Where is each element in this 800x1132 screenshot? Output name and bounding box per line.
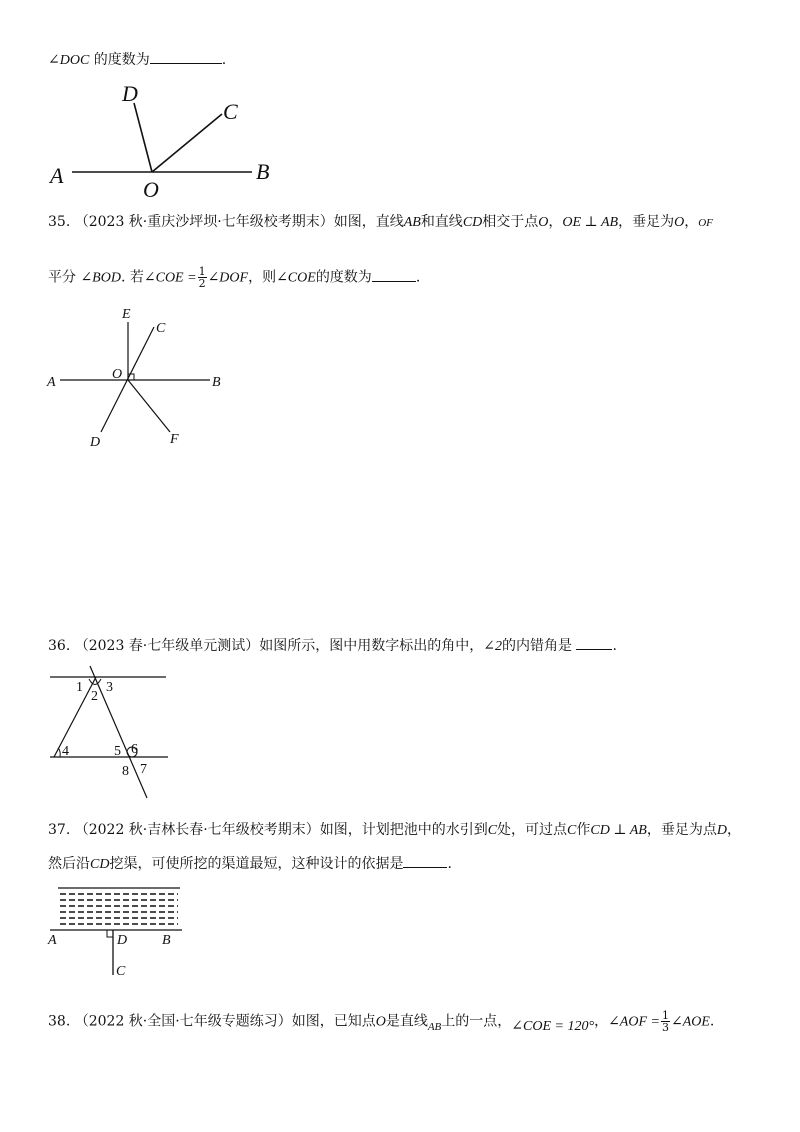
- q34-tail-end: .: [221, 52, 227, 68]
- q35-l2-b: . 若: [120, 269, 144, 286]
- q34-tail-text: 的度数为: [93, 52, 150, 68]
- q38-aof: ∠AOF =: [608, 1014, 660, 1030]
- q38-coe: ∠COE = 120°: [511, 1018, 595, 1034]
- q38-frac-num: 1: [661, 1009, 669, 1022]
- q34-label-b: B: [256, 159, 270, 184]
- q35-dof: ∠DOF: [207, 270, 249, 286]
- q36-label-1: 1: [76, 680, 83, 695]
- q37-number: 37.: [48, 822, 71, 838]
- q35-o: O: [538, 215, 549, 230]
- q35-text-4: ，垂足为: [618, 214, 675, 230]
- q38-text-1: 如图，已知点: [291, 1013, 376, 1030]
- q35-coe-2: ∠COE: [276, 270, 316, 286]
- q37-label-c: C: [116, 964, 126, 979]
- q38-o: O: [375, 1014, 386, 1030]
- q37-l2-b: 挖渠，可使所挖的渠道最短，这种设计的依据是: [109, 856, 404, 872]
- q38-source: （2022 秋·全国·七年级专题练习）: [74, 1013, 292, 1030]
- q35-label-d: D: [90, 435, 101, 450]
- q36-number: 36.: [48, 638, 71, 654]
- q38-comma: ，: [594, 1013, 609, 1030]
- q34-label-o: O: [143, 177, 159, 202]
- q34-label-a: A: [50, 163, 64, 188]
- q38-frac-den: 3: [661, 1021, 669, 1034]
- q35-cd: CD: [462, 215, 483, 230]
- q35-l2-a: 平分: [48, 269, 76, 286]
- q35-comma-2: ，: [684, 214, 699, 230]
- q35-ab: AB: [403, 215, 421, 230]
- q37-c-2: C: [567, 823, 577, 838]
- q35-frac-num: 1: [198, 265, 206, 278]
- q35-frac-den: 2: [198, 277, 206, 290]
- q36-text-2: 的内错角是: [501, 638, 572, 654]
- q36-label-7: 7: [140, 762, 147, 777]
- q37-source: （2022 秋·吉林长春·七年级校考期末）: [74, 822, 320, 838]
- q35-label-b: B: [212, 375, 221, 390]
- q36-text-1: 如图所示，图中用数字标出的角中，: [259, 638, 484, 654]
- q35-text-3: 相交于点: [482, 214, 539, 230]
- q37-text-5: ，: [726, 822, 741, 838]
- q35-label-c: C: [156, 321, 166, 336]
- q36-angle-2: ∠2: [483, 639, 502, 654]
- q37-label-b: B: [162, 933, 171, 948]
- q36-label-6: 6: [131, 742, 138, 757]
- q38-number: 38.: [48, 1013, 71, 1030]
- q35-label-f: F: [170, 432, 179, 447]
- q35-of: OF: [698, 217, 713, 229]
- q35-comma: ，: [548, 214, 563, 230]
- q36-end: .: [612, 638, 617, 654]
- q35-l2-c: ，则: [248, 269, 277, 286]
- q38-end: .: [709, 1013, 715, 1030]
- q35-o2: O: [674, 215, 685, 230]
- q34-label-d: D: [122, 81, 138, 106]
- q38-fraction: [661, 1010, 670, 1033]
- q35-end: .: [415, 269, 421, 286]
- q37-label-a: A: [48, 933, 57, 948]
- q37-cd: CD: [90, 857, 110, 872]
- q35-text-2: 和直线: [420, 214, 463, 230]
- q37-label-d: D: [117, 933, 128, 948]
- q37-end: .: [447, 856, 452, 872]
- q36-label-4: 4: [62, 744, 69, 759]
- q36-label-2: 2: [91, 689, 98, 704]
- q38-aoe: ∠AOE: [670, 1014, 710, 1030]
- q37-text-3: 作: [576, 822, 591, 838]
- q36-label-3: 3: [106, 680, 113, 695]
- q37-c: C: [487, 823, 498, 838]
- q37-d: D: [716, 823, 727, 838]
- q37-right-angle-mark: [107, 930, 113, 937]
- q37-perp: CD ⊥ AB: [590, 823, 647, 838]
- q37-text-4: ，垂足为点: [646, 822, 717, 838]
- q37-text-1: 如图，计划把池中的水引到: [319, 822, 488, 838]
- q38-ab: AB: [427, 1020, 442, 1033]
- q35-l2-d: 的度数为: [315, 269, 372, 286]
- q35-coe: ∠COE =: [143, 270, 197, 286]
- q35-source: （2023 秋·重庆沙坪坝·七年级校考期末）: [74, 214, 334, 230]
- q34-angle-doc: ∠DOC: [48, 53, 90, 68]
- q38-line-1: [48, 1010, 714, 1033]
- q37-text-2: 处，可过点: [497, 822, 568, 838]
- q36-label-8: 8: [122, 764, 129, 779]
- q36-source: （2023 春·七年级单元测试）: [74, 638, 260, 654]
- q35-text-1: 如图，直线: [333, 214, 404, 230]
- q35-number: 35.: [48, 214, 71, 230]
- q38-text-3: 上的一点，: [441, 1013, 512, 1030]
- q38-text-2: 是直线: [385, 1013, 428, 1030]
- q35-label-e: E: [122, 307, 131, 322]
- q35-bod: ∠BOD: [80, 270, 121, 286]
- q35-label-a: A: [47, 375, 56, 390]
- q37-water-hatching: [60, 894, 178, 924]
- q34-label-c: C: [223, 99, 238, 124]
- q36-label-5: 5: [114, 744, 121, 759]
- q37-l2-a: 然后沿: [48, 856, 90, 872]
- q35-label-o: O: [112, 367, 123, 382]
- q35-perp: OE ⊥ AB: [562, 215, 619, 230]
